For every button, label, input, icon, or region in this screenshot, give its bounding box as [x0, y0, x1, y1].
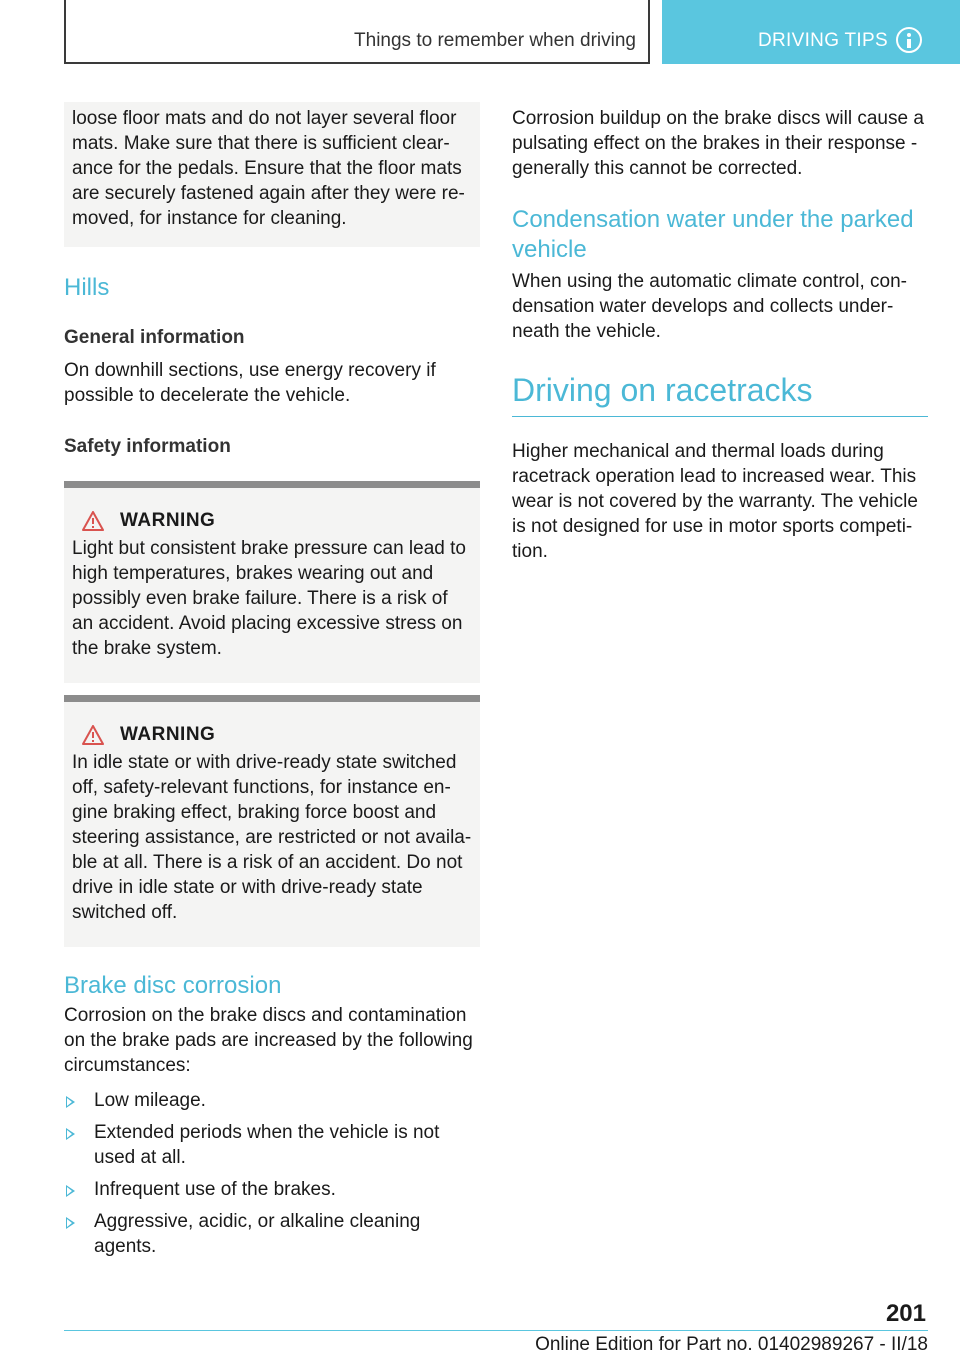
footer-divider — [64, 1330, 928, 1331]
warning-triangle-icon — [82, 725, 104, 745]
warning-text: Light but consistent brake pressure can lead to high temperatures, brakes wearing out and possibly even brake failure. There is a risk of an accident. Avoid placing excessive stress on the brake system. — [72, 538, 466, 659]
warning-box-1 — [64, 481, 480, 683]
list-item: Extended periods when the vehicle is not used at all. — [64, 1120, 480, 1170]
header-section-tab — [662, 0, 960, 64]
warning-text: In idle state or with drive-ready state switched off, safety-relevant functions, for instance en-gine braking effect, braking force boost and steering assistance, are restricted or not availa-ble at all. There is a risk of an accident. Do not drive in idle state or with drive-ready state switched off. — [72, 752, 472, 923]
bullet-triangle-icon — [66, 1185, 75, 1197]
header-chapter-box — [64, 0, 650, 64]
condensation-text: When using the automatic climate control, con-densation water develops and collects under-neath the vehicle. — [512, 271, 907, 342]
bullet-triangle-icon — [66, 1128, 75, 1140]
list-item: Infrequent use of the brakes. — [64, 1177, 480, 1202]
list-item: Low mileage. — [64, 1088, 480, 1113]
edition-footer: Online Edition for Part no. 01402989267 - II/18 — [535, 1334, 928, 1355]
continued-note-box — [64, 102, 480, 247]
racetracks-text: Higher mechanical and thermal loads during racetrack operation lead to increased wear. This wear is not covered by the warranty. The vehicle is not designed for use in motor sports competi-tion. — [512, 441, 918, 562]
bullet-triangle-icon — [66, 1217, 75, 1229]
right-column — [512, 102, 928, 564]
info-icon — [896, 27, 922, 53]
warning-title: WARNING — [120, 724, 216, 745]
warning-header — [72, 510, 472, 532]
brake-circumstances-list — [64, 1088, 480, 1259]
corrosion-buildup-text: Corrosion buildup on the brake discs will cause a pulsating effect on the brakes in their response - generally this cannot be corrected. — [512, 108, 924, 179]
hills-heading: Hills — [64, 274, 110, 301]
warning-box-2 — [64, 695, 480, 947]
warning-triangle-icon — [82, 511, 104, 531]
brake-disc-text: Corrosion on the brake discs and contamination on the brake pads are increased by the following circumstances: — [64, 1005, 473, 1076]
racetracks-heading: Driving on racetracks — [512, 372, 813, 408]
page-number: 201 — [885, 1300, 926, 1327]
warning-header — [72, 724, 472, 746]
continued-note-text: loose floor mats and do not layer several floor mats. Make sure that there is sufficient clear-ance for the pedals. Ensure that the floor mats are securely fastened again after they were re-moved, for instance for cleaning. — [72, 108, 465, 229]
condensation-heading: Condensation water under the parked vehicle — [512, 206, 914, 263]
general-info-text: On downhill sections, use energy recovery if possible to decelerate the vehicle. — [64, 360, 436, 406]
bullet-triangle-icon — [66, 1096, 75, 1108]
warning-title: WARNING — [120, 510, 216, 531]
general-info-heading: General information — [64, 327, 245, 348]
left-column — [64, 102, 480, 1266]
chapter-title: Things to remember when driving — [354, 30, 636, 51]
list-item: Aggressive, acidic, or alkaline cleaning agents. — [64, 1209, 480, 1259]
brake-disc-heading: Brake disc corrosion — [64, 972, 282, 999]
racetracks-heading-block — [512, 370, 928, 417]
section-label: DRIVING TIPS — [758, 30, 888, 51]
safety-info-heading: Safety information — [64, 436, 231, 457]
